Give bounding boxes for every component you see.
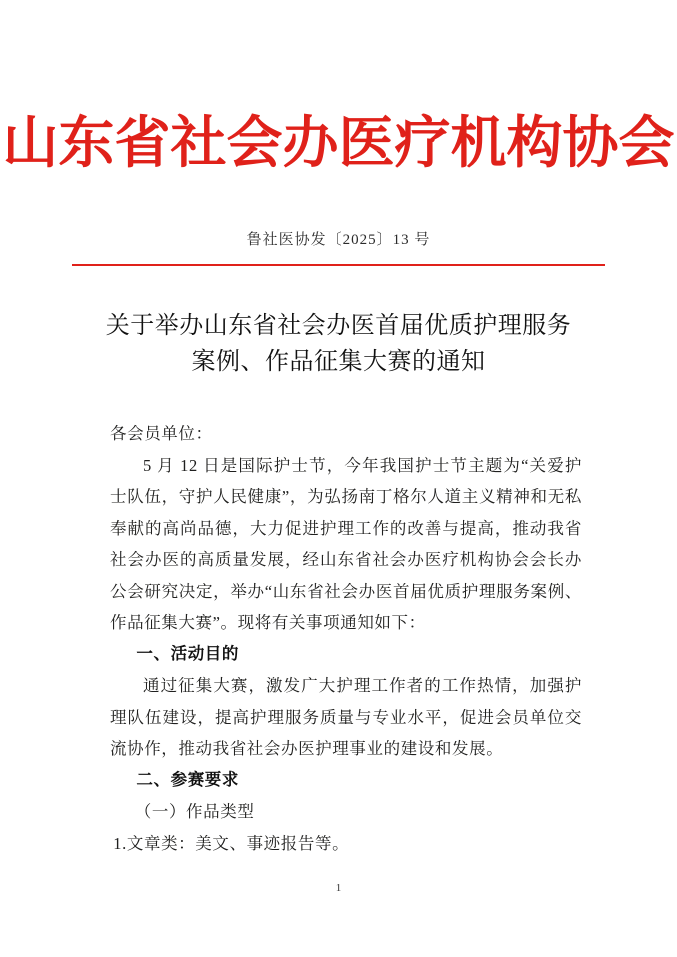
salutation: 各会员单位：	[110, 424, 213, 443]
section-one-body: 通过征集大赛，激发广大护理工作者的工作热情，加强护理队伍建设，提高护理服务质量与专业水平，促进会员单位交流协作，推动我省社会办医护理事业的建设和发展。	[110, 676, 582, 758]
section-two-list-item-one: 1.文章类：美文、事迹报告等。	[113, 833, 350, 853]
section-heading-two: 二、参赛要求	[136, 770, 239, 789]
document-number: 鲁社医协发〔2025〕13 号	[246, 232, 431, 248]
page-number: 1	[335, 882, 342, 894]
red-divider-rule	[72, 264, 605, 266]
section-heading-one: 一、活动目的	[136, 644, 239, 663]
section-two-subheading-one: （一）作品类型	[134, 802, 255, 821]
document-title: 关于举办山东省社会办医首届优质护理服务案例、作品征集大赛的通知	[105, 313, 572, 375]
intro-paragraph: 5 月 12 日是国际护士节，今年我国护士节主题为“关爱护士队伍，守护人民健康”，为弘扬南丁格尔人道主义精神和无私奉献的高尚品德，大力促进护理工作的改善与提高，推动我省社会办医的高质量发展，经山东省社会办医疗机构协会会长办公会研究决定，举办“山东省社会办医首届优质护理服务案例、作品征集大赛”。现将有关事项通知如下：	[110, 455, 582, 632]
document-body	[110, 418, 582, 859]
letterhead-organization-name: 山东省社会办医疗机构协会	[2, 111, 675, 174]
letterhead	[0, 112, 677, 175]
